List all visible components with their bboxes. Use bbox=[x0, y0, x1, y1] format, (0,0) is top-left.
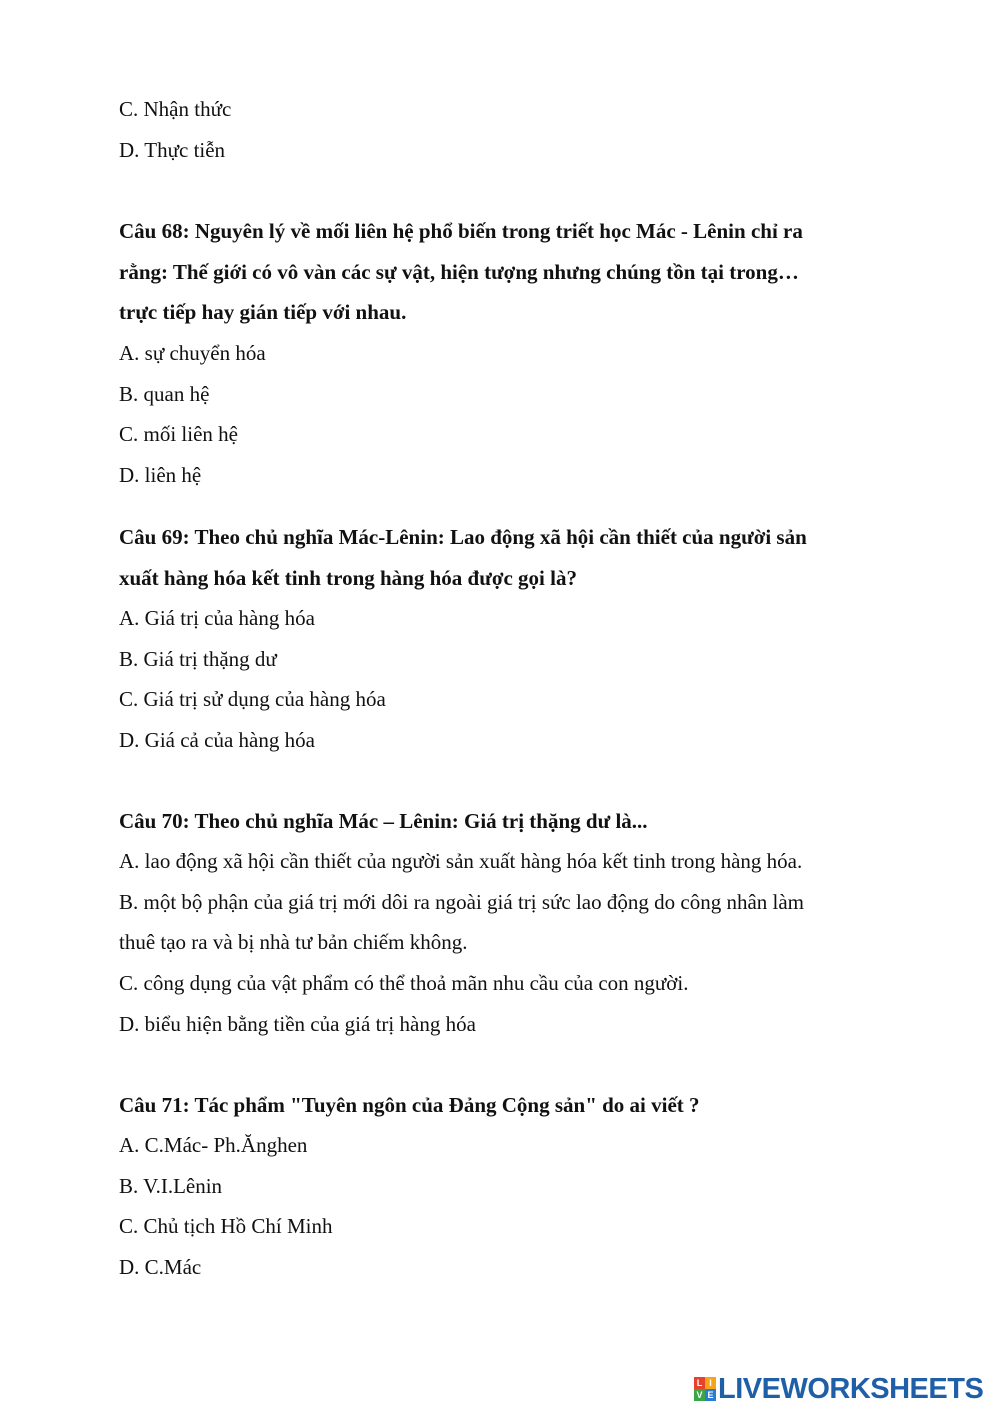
question-69-line-2: xuất hàng hóa kết tinh trong hàng hóa được gọi là? bbox=[119, 566, 577, 590]
question-71-option-d: D. C.Mác bbox=[119, 1255, 202, 1279]
question-70-option-b-line-2: thuê tạo ra và bị nhà tư bản chiếm không. bbox=[119, 930, 468, 954]
question-68-line-3: trực tiếp hay gián tiếp với nhau. bbox=[119, 300, 407, 324]
question-70-option-a: A. lao động xã hội cần thiết của người sản xuất hàng hóa kết tinh trong hàng hóa. bbox=[119, 849, 803, 873]
question-68-option-c: C. mối liên hệ bbox=[119, 422, 238, 446]
question-69-option-b: B. Giá trị thặng dư bbox=[119, 647, 277, 671]
question-69-option-c: C. Giá trị sử dụng của hàng hóa bbox=[119, 687, 386, 711]
question-68-line-1: Câu 68: Nguyên lý về mối liên hệ phổ biến trong triết học Mác - Lênin chỉ ra bbox=[119, 219, 803, 243]
question-71-option-b: B. V.I.Lênin bbox=[119, 1174, 223, 1198]
question-70-line-1: Câu 70: Theo chủ nghĩa Mác – Lênin: Giá trị thặng dư là... bbox=[119, 809, 648, 833]
logo-letter-v: V bbox=[694, 1389, 705, 1401]
question-68-option-a: A. sự chuyển hóa bbox=[119, 341, 266, 365]
option-c-prev: C. Nhận thức bbox=[119, 97, 232, 121]
question-71-line-1: Câu 71: Tác phẩm "Tuyên ngôn của Đảng Cộng sản" do ai viết ? bbox=[119, 1093, 700, 1117]
question-70-option-b-line-1: B. một bộ phận của giá trị mới dôi ra ngoài giá trị sức lao động do công nhân làm bbox=[119, 890, 805, 914]
question-68-option-d: D. liên hệ bbox=[119, 463, 202, 487]
live-mark-icon bbox=[694, 1377, 716, 1401]
question-71-option-a: A. C.Mác- Ph.Ănghen bbox=[119, 1133, 308, 1157]
option-d-prev: D. Thực tiễn bbox=[119, 138, 226, 162]
logo-letter-l: L bbox=[694, 1377, 705, 1389]
liveworksheets-logo bbox=[694, 1374, 983, 1404]
question-69-option-d: D. Giá cả của hàng hóa bbox=[119, 728, 315, 752]
question-70-option-c: C. công dụng của vật phẩm có thể thoả mãn nhu cầu của con người. bbox=[119, 971, 689, 995]
logo-wordmark: LIVEWORKSHEETS bbox=[718, 1373, 984, 1405]
question-68-line-2: rằng: Thế giới có vô vàn các sự vật, hiện tượng nhưng chúng tồn tại trong… bbox=[119, 260, 799, 284]
question-70-option-d: D. biểu hiện bằng tiền của giá trị hàng hóa bbox=[119, 1012, 476, 1036]
question-68-option-b: B. quan hệ bbox=[119, 382, 210, 406]
question-71-option-c: C. Chủ tịch Hồ Chí Minh bbox=[119, 1214, 333, 1238]
question-69-option-a: A. Giá trị của hàng hóa bbox=[119, 606, 315, 630]
question-69-line-1: Câu 69: Theo chủ nghĩa Mác-Lênin: Lao động xã hội cần thiết của người sản bbox=[119, 525, 807, 549]
logo-letter-i: I bbox=[705, 1377, 716, 1389]
logo-letter-e: E bbox=[705, 1389, 716, 1401]
